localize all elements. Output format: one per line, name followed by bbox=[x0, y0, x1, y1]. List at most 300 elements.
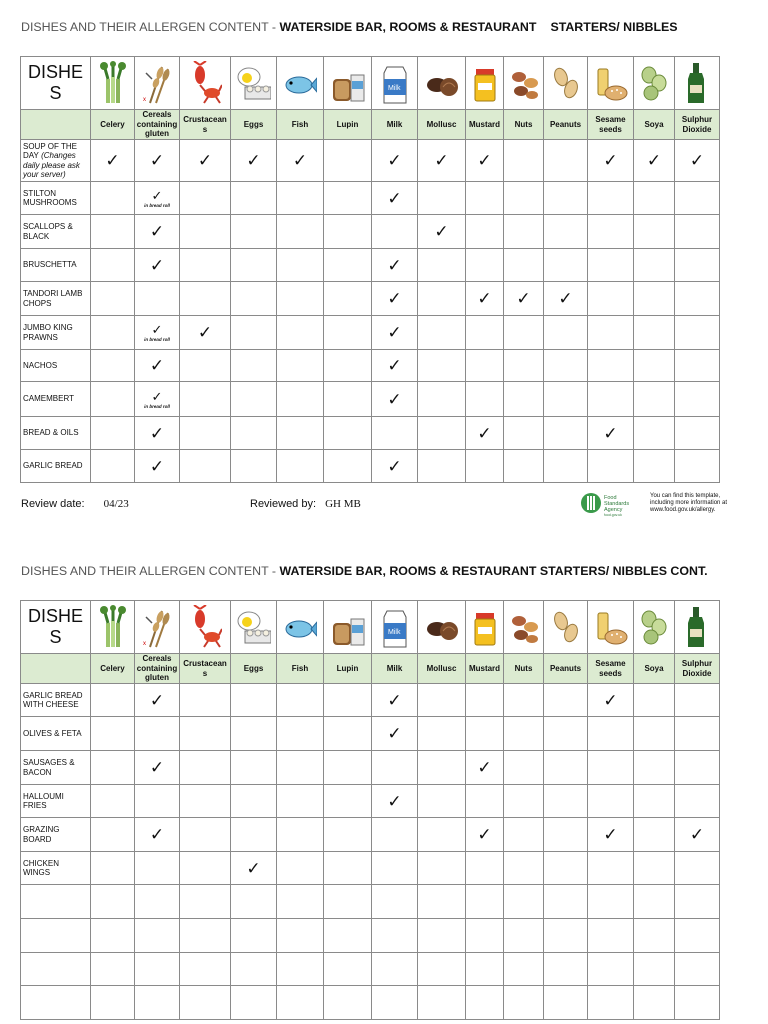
table-row bbox=[21, 885, 720, 919]
check-icon: ✓ bbox=[387, 356, 402, 375]
check-mark bbox=[180, 316, 231, 350]
check-mark bbox=[135, 751, 180, 785]
empty-cell bbox=[544, 684, 588, 717]
empty-cell bbox=[466, 785, 504, 818]
empty-cell bbox=[504, 818, 544, 852]
table-row bbox=[21, 182, 720, 215]
check-mark bbox=[588, 417, 634, 450]
empty-cell bbox=[675, 282, 720, 316]
crustacean-icon bbox=[180, 601, 231, 654]
empty-cell bbox=[277, 316, 324, 350]
check-icon: ✓ bbox=[246, 858, 261, 878]
mustard-icon bbox=[466, 601, 504, 654]
check-mark bbox=[372, 717, 418, 751]
empty-cell bbox=[135, 919, 180, 953]
empty-cell bbox=[634, 382, 675, 417]
empty-cell bbox=[180, 785, 231, 818]
dish-name bbox=[21, 785, 91, 818]
empty-cell bbox=[634, 450, 675, 483]
label-row-blank bbox=[21, 654, 91, 684]
empty-cell bbox=[324, 382, 372, 417]
empty-cell bbox=[544, 885, 588, 919]
empty-cell bbox=[466, 684, 504, 717]
allergen-label: Nuts bbox=[504, 654, 544, 684]
allergen-label: Cereals containing gluten bbox=[135, 654, 180, 684]
svg-text:x: x bbox=[143, 641, 146, 647]
empty-cell bbox=[135, 852, 180, 885]
empty-cell bbox=[277, 852, 324, 885]
dishes-header: DISHE S bbox=[21, 601, 91, 654]
empty-cell bbox=[504, 785, 544, 818]
empty-cell bbox=[372, 417, 418, 450]
empty-cell bbox=[466, 885, 504, 919]
fsa-logo bbox=[580, 490, 632, 518]
check-mark bbox=[135, 417, 180, 450]
check-mark bbox=[634, 140, 675, 182]
check-icon: ✓ bbox=[387, 323, 402, 342]
empty-cell bbox=[324, 953, 372, 986]
milk-icon bbox=[372, 601, 418, 654]
empty-cell bbox=[231, 986, 277, 1020]
empty-cell bbox=[277, 249, 324, 282]
mustard-icon bbox=[466, 57, 504, 110]
empty-cell bbox=[180, 852, 231, 885]
empty-cell bbox=[544, 316, 588, 350]
empty-cell bbox=[372, 215, 418, 249]
empty-cell bbox=[675, 382, 720, 417]
empty-cell bbox=[544, 919, 588, 953]
empty-cell bbox=[180, 417, 231, 450]
empty-cell bbox=[588, 316, 634, 350]
check-icon: ✓ bbox=[292, 151, 308, 170]
table-row bbox=[21, 417, 720, 450]
check-mark bbox=[675, 818, 720, 852]
empty-cell bbox=[231, 350, 277, 382]
empty-cell bbox=[418, 282, 466, 316]
empty-cell bbox=[180, 885, 231, 919]
dish-name bbox=[21, 182, 91, 215]
check-mark bbox=[135, 382, 180, 417]
table-row bbox=[21, 450, 720, 483]
empty-cell bbox=[372, 986, 418, 1020]
t2-icon-row bbox=[21, 601, 720, 654]
check-icon: ✓ bbox=[477, 151, 492, 170]
empty-cell bbox=[91, 249, 135, 282]
empty-cell bbox=[277, 684, 324, 717]
empty-cell bbox=[231, 215, 277, 249]
empty-cell bbox=[324, 986, 372, 1020]
check-mark bbox=[466, 818, 504, 852]
empty-cell bbox=[504, 249, 544, 282]
empty-cell bbox=[634, 215, 675, 249]
table-row bbox=[21, 785, 720, 818]
empty-cell bbox=[277, 382, 324, 417]
dish-name bbox=[21, 316, 91, 350]
empty-cell bbox=[231, 249, 277, 282]
empty-cell bbox=[324, 282, 372, 316]
allergen-label: Celery bbox=[91, 654, 135, 684]
empty-cell bbox=[466, 852, 504, 885]
empty-cell bbox=[634, 953, 675, 986]
check-mark bbox=[372, 785, 418, 818]
empty-cell bbox=[91, 751, 135, 785]
empty-cell bbox=[544, 182, 588, 215]
empty-cell bbox=[231, 953, 277, 986]
empty-cell bbox=[675, 450, 720, 483]
sesame-icon bbox=[588, 57, 634, 110]
empty-cell bbox=[544, 382, 588, 417]
empty-cell bbox=[634, 282, 675, 316]
empty-cell bbox=[634, 885, 675, 919]
empty-cell bbox=[634, 751, 675, 785]
dish-name-text: CHICKEN WINGS bbox=[23, 858, 60, 877]
check-icon: ✓ bbox=[387, 289, 402, 308]
allergen-label: Celery bbox=[91, 110, 135, 140]
empty-cell bbox=[91, 215, 135, 249]
empty-cell bbox=[588, 450, 634, 483]
table-row bbox=[21, 350, 720, 382]
check-mark bbox=[91, 140, 135, 182]
empty-cell bbox=[588, 986, 634, 1020]
check-mark bbox=[418, 140, 466, 182]
dish-name-text: BRUSCHETTA bbox=[23, 260, 77, 270]
allergen-table-2 bbox=[20, 600, 720, 1020]
empty-cell bbox=[675, 852, 720, 885]
check-icon: ✓ bbox=[151, 388, 163, 404]
empty-cell bbox=[466, 350, 504, 382]
empty-cell bbox=[231, 751, 277, 785]
empty-cell bbox=[588, 350, 634, 382]
t1-label-row bbox=[21, 110, 720, 140]
milk-icon bbox=[372, 57, 418, 110]
empty-cell bbox=[324, 852, 372, 885]
allergen-label: Mustard bbox=[466, 654, 504, 684]
empty-cell bbox=[466, 953, 504, 986]
empty-cell bbox=[372, 885, 418, 919]
check-icon: ✓ bbox=[387, 456, 402, 476]
mollusc-icon bbox=[418, 601, 466, 654]
empty-cell bbox=[504, 919, 544, 953]
empty-cell bbox=[634, 182, 675, 215]
check-mark bbox=[466, 282, 504, 316]
allergen-table-1 bbox=[20, 56, 720, 483]
dish-name bbox=[21, 919, 91, 953]
empty-cell bbox=[231, 717, 277, 751]
empty-cell bbox=[466, 382, 504, 417]
empty-cell bbox=[324, 751, 372, 785]
empty-cell bbox=[544, 450, 588, 483]
dish-name bbox=[21, 382, 91, 417]
empty-cell bbox=[277, 182, 324, 215]
empty-cell bbox=[231, 382, 277, 417]
empty-cell bbox=[180, 382, 231, 417]
empty-cell bbox=[675, 684, 720, 717]
empty-cell bbox=[372, 818, 418, 852]
empty-cell bbox=[675, 751, 720, 785]
empty-cell bbox=[634, 785, 675, 818]
empty-cell bbox=[588, 215, 634, 249]
table-row bbox=[21, 249, 720, 282]
check-mark bbox=[135, 450, 180, 483]
empty-cell bbox=[544, 986, 588, 1020]
dish-name bbox=[21, 450, 91, 483]
dish-name-text: OLIVES & FETA bbox=[23, 728, 82, 738]
check-icon: ✓ bbox=[603, 690, 618, 710]
empty-cell bbox=[504, 382, 544, 417]
check-icon: ✓ bbox=[603, 151, 618, 170]
check-icon: ✓ bbox=[646, 151, 662, 170]
dish-note: (Changes daily please ask your server) bbox=[23, 151, 80, 179]
soya-icon bbox=[634, 601, 675, 654]
empty-cell bbox=[466, 316, 504, 350]
table-row bbox=[21, 684, 720, 717]
empty-cell bbox=[418, 885, 466, 919]
empty-cell bbox=[418, 717, 466, 751]
empty-cell bbox=[418, 316, 466, 350]
empty-cell bbox=[324, 417, 372, 450]
allergen-label: Mustard bbox=[466, 110, 504, 140]
check-mark bbox=[135, 350, 180, 382]
empty-cell bbox=[180, 717, 231, 751]
check-icon: ✓ bbox=[477, 758, 492, 777]
check-icon: ✓ bbox=[558, 289, 573, 308]
empty-cell bbox=[324, 215, 372, 249]
dish-name-text: NACHOS bbox=[23, 360, 58, 370]
empty-cell bbox=[180, 919, 231, 953]
empty-cell bbox=[588, 249, 634, 282]
check-icon: ✓ bbox=[149, 222, 165, 241]
allergen-label: Peanuts bbox=[544, 110, 588, 140]
empty-cell bbox=[418, 249, 466, 282]
allergen-label: Lupin bbox=[324, 110, 372, 140]
check-mark bbox=[135, 182, 180, 215]
empty-cell bbox=[504, 852, 544, 885]
check-icon: ✓ bbox=[603, 825, 618, 844]
empty-cell bbox=[231, 282, 277, 316]
allergen-label: Sesame seeds bbox=[588, 110, 634, 140]
check-icon: ✓ bbox=[151, 187, 163, 203]
empty-cell bbox=[544, 249, 588, 282]
empty-cell bbox=[466, 986, 504, 1020]
allergen-label: Fish bbox=[277, 110, 324, 140]
check-mark bbox=[418, 215, 466, 249]
empty-cell bbox=[180, 450, 231, 483]
dish-name-text: BREAD & OILS bbox=[23, 428, 79, 438]
check-mark bbox=[135, 684, 180, 717]
empty-cell bbox=[324, 450, 372, 483]
check-mark bbox=[466, 417, 504, 450]
check-mark bbox=[135, 215, 180, 249]
empty-cell bbox=[504, 417, 544, 450]
dish-name bbox=[21, 140, 91, 182]
empty-cell bbox=[231, 182, 277, 215]
dish-name bbox=[21, 751, 91, 785]
empty-cell bbox=[277, 450, 324, 483]
empty-cell bbox=[504, 953, 544, 986]
section2-title: DISHES AND THEIR ALLERGEN CONTENT - WATERSIDE BAR, ROOMS & RESTAURANT STARTERS/ NIBBLES CONT. bbox=[21, 564, 708, 578]
empty-cell bbox=[634, 249, 675, 282]
empty-cell bbox=[504, 450, 544, 483]
check-icon: ✓ bbox=[387, 690, 402, 710]
eggs-icon bbox=[231, 57, 277, 110]
empty-cell bbox=[91, 986, 135, 1020]
empty-cell bbox=[91, 852, 135, 885]
empty-cell bbox=[91, 350, 135, 382]
check-mark bbox=[588, 684, 634, 717]
empty-cell bbox=[588, 182, 634, 215]
empty-cell bbox=[504, 717, 544, 751]
check-icon: ✓ bbox=[387, 389, 402, 409]
label-row-blank bbox=[21, 110, 91, 140]
empty-cell bbox=[418, 450, 466, 483]
empty-cell bbox=[324, 785, 372, 818]
cell-note: in bread roll bbox=[144, 403, 170, 409]
empty-cell bbox=[544, 818, 588, 852]
check-icon: ✓ bbox=[149, 356, 165, 375]
peanuts-icon bbox=[544, 601, 588, 654]
empty-cell bbox=[418, 182, 466, 215]
dish-name bbox=[21, 684, 91, 717]
empty-cell bbox=[324, 818, 372, 852]
empty-cell bbox=[588, 852, 634, 885]
allergen-label: Eggs bbox=[231, 654, 277, 684]
empty-cell bbox=[180, 182, 231, 215]
empty-cell bbox=[231, 316, 277, 350]
check-icon: ✓ bbox=[197, 151, 213, 170]
empty-cell bbox=[418, 751, 466, 785]
check-icon: ✓ bbox=[387, 255, 402, 275]
dish-name bbox=[21, 249, 91, 282]
empty-cell bbox=[231, 684, 277, 717]
svg-text:Milk: Milk bbox=[387, 85, 400, 92]
empty-cell bbox=[418, 684, 466, 717]
empty-cell bbox=[180, 986, 231, 1020]
empty-cell bbox=[324, 717, 372, 751]
empty-cell bbox=[634, 717, 675, 751]
dish-name bbox=[21, 215, 91, 249]
empty-cell bbox=[675, 350, 720, 382]
dish-name bbox=[21, 986, 91, 1020]
dish-name bbox=[21, 350, 91, 382]
peanuts-icon bbox=[544, 57, 588, 110]
empty-cell bbox=[91, 785, 135, 818]
allergen-label: Milk bbox=[372, 654, 418, 684]
check-icon: ✓ bbox=[434, 222, 449, 241]
empty-cell bbox=[231, 818, 277, 852]
empty-cell bbox=[231, 919, 277, 953]
empty-cell bbox=[588, 785, 634, 818]
table-row bbox=[21, 818, 720, 852]
empty-cell bbox=[418, 350, 466, 382]
empty-cell bbox=[91, 182, 135, 215]
check-icon: ✓ bbox=[149, 151, 165, 170]
table-row bbox=[21, 986, 720, 1020]
dish-name-text: JUMBO KING PRAWNS bbox=[23, 323, 73, 342]
empty-cell bbox=[277, 885, 324, 919]
empty-cell bbox=[466, 182, 504, 215]
empty-cell bbox=[675, 986, 720, 1020]
dish-name bbox=[21, 953, 91, 986]
fish-icon bbox=[277, 601, 324, 654]
empty-cell bbox=[544, 215, 588, 249]
check-mark bbox=[372, 382, 418, 417]
check-mark bbox=[466, 751, 504, 785]
empty-cell bbox=[277, 986, 324, 1020]
empty-cell bbox=[634, 350, 675, 382]
empty-cell bbox=[135, 717, 180, 751]
empty-cell bbox=[466, 919, 504, 953]
empty-cell bbox=[466, 717, 504, 751]
empty-cell bbox=[675, 785, 720, 818]
check-icon: ✓ bbox=[149, 423, 165, 443]
t2-label-row bbox=[21, 654, 720, 684]
dish-name-text: HALLOUMI FRIES bbox=[23, 791, 64, 810]
empty-cell bbox=[277, 953, 324, 986]
check-icon: ✓ bbox=[151, 322, 163, 337]
dish-name-text: GRAZING BOARD bbox=[23, 825, 60, 844]
check-mark bbox=[135, 316, 180, 350]
empty-cell bbox=[466, 215, 504, 249]
check-icon: ✓ bbox=[387, 188, 402, 208]
svg-text:Agency: Agency bbox=[604, 507, 623, 513]
allergen-label: Fish bbox=[277, 654, 324, 684]
empty-cell bbox=[504, 350, 544, 382]
empty-cell bbox=[180, 953, 231, 986]
empty-cell bbox=[588, 953, 634, 986]
celery-icon bbox=[91, 601, 135, 654]
dish-name-text: SOUP OF THE DAY bbox=[23, 141, 77, 160]
empty-cell bbox=[135, 986, 180, 1020]
crustacean-icon bbox=[180, 57, 231, 110]
empty-cell bbox=[180, 215, 231, 249]
empty-cell bbox=[634, 818, 675, 852]
check-icon: ✓ bbox=[387, 724, 402, 743]
empty-cell bbox=[634, 684, 675, 717]
empty-cell bbox=[91, 717, 135, 751]
lupin-bread-icon bbox=[324, 57, 372, 110]
dishes-header: DISHE S bbox=[21, 57, 91, 110]
wheat-icon bbox=[135, 601, 180, 654]
dish-name bbox=[21, 818, 91, 852]
dish-name bbox=[21, 852, 91, 885]
empty-cell bbox=[504, 986, 544, 1020]
empty-cell bbox=[324, 140, 372, 182]
dish-name-text: CAMEMBERT bbox=[23, 394, 74, 404]
empty-cell bbox=[231, 885, 277, 919]
allergen-label: Mollusc bbox=[418, 654, 466, 684]
empty-cell bbox=[372, 751, 418, 785]
empty-cell bbox=[324, 350, 372, 382]
empty-cell bbox=[91, 684, 135, 717]
empty-cell bbox=[418, 919, 466, 953]
svg-text:x: x bbox=[143, 97, 146, 103]
check-icon: ✓ bbox=[477, 423, 492, 443]
table-row bbox=[21, 382, 720, 417]
check-mark bbox=[372, 249, 418, 282]
empty-cell bbox=[418, 818, 466, 852]
empty-cell bbox=[544, 140, 588, 182]
empty-cell bbox=[180, 249, 231, 282]
empty-cell bbox=[180, 751, 231, 785]
check-icon: ✓ bbox=[603, 423, 618, 443]
empty-cell bbox=[277, 919, 324, 953]
empty-cell bbox=[675, 717, 720, 751]
allergen-label: Lupin bbox=[324, 654, 372, 684]
empty-cell bbox=[372, 953, 418, 986]
empty-cell bbox=[324, 919, 372, 953]
check-mark bbox=[135, 249, 180, 282]
empty-cell bbox=[180, 282, 231, 316]
